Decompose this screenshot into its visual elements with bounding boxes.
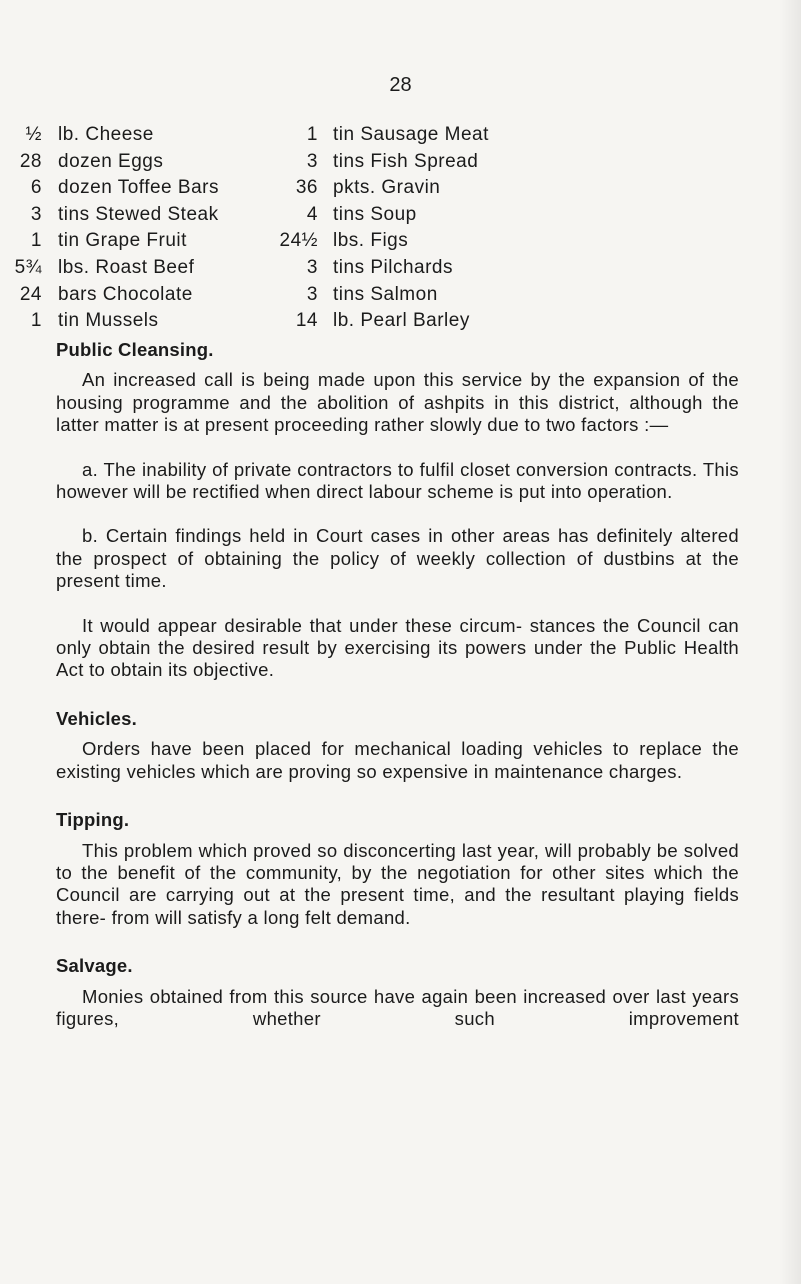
section-heading-tipping: Tipping.	[56, 809, 130, 831]
item-description: tins Salmon	[333, 283, 438, 305]
item-description: tins Stewed Steak	[58, 203, 219, 225]
list-item	[0, 202, 801, 229]
section-heading-public-cleansing: Public Cleansing.	[56, 339, 214, 360]
quantity: 1	[30, 230, 42, 252]
report-body	[56, 339, 739, 1030]
list-item	[0, 149, 801, 176]
quantity: 1	[30, 310, 42, 332]
quantity: 3	[30, 203, 42, 225]
paragraph: Orders have been placed for mechanical loading vehicles to replace the existing vehicles which are proving so expensive in maintenance charges.	[56, 738, 739, 782]
item-description: lbs. Roast Beef	[58, 256, 195, 278]
item-description: pkts. Gravin	[333, 177, 441, 199]
quantity: 3	[306, 150, 318, 172]
item-description: dozen Toffee Bars	[58, 177, 219, 199]
page-number: 28	[389, 74, 412, 96]
item-description: dozen Eggs	[58, 150, 164, 172]
quantity: 24½	[279, 230, 318, 252]
quantity: 24	[19, 283, 42, 305]
quantity: 14	[295, 310, 318, 332]
item-description: lb. Cheese	[58, 124, 154, 145]
quantity: ½	[25, 124, 42, 145]
item-description: lbs. Figs	[333, 230, 409, 252]
item-description: tins Fish Spread	[333, 150, 479, 172]
quantity: 28	[19, 150, 42, 172]
item-description: tins Pilchards	[333, 256, 453, 278]
item-description: lb. Pearl Barley	[333, 310, 470, 332]
provisions-list	[0, 122, 801, 335]
quantity: 1	[306, 124, 318, 145]
item-description: tin Mussels	[58, 310, 159, 332]
section-heading-salvage: Salvage.	[56, 955, 133, 977]
item-description: tin Sausage Meat	[333, 124, 489, 145]
list-item	[0, 308, 801, 335]
paragraph: b. Certain findings held in Court cases in other areas has definitely altered the prospect of obtaining the policy of weekly collection of dustbins at the present time.	[56, 525, 739, 592]
quantity: 6	[30, 177, 42, 199]
list-item	[0, 255, 801, 282]
quantity: 4	[306, 203, 318, 225]
item-description: bars Chocolate	[58, 283, 193, 305]
list-item	[0, 122, 801, 149]
list-item	[0, 228, 801, 255]
quantity: 36	[295, 177, 318, 199]
list-item	[0, 175, 801, 202]
list-item	[0, 282, 801, 309]
paragraph: This problem which proved so disconcerting last year, will probably be solved to the benefit of the community, by the negotiation for other sites which the Council are carrying out at the present time, and the resultant playing fields there- from will satisfy a long felt demand.	[56, 839, 739, 928]
quantity: 5¾	[14, 256, 42, 278]
paragraph: Monies obtained from this source have again been increased over last years figures, whether such improvement	[56, 985, 739, 1029]
item-description: tins Soup	[333, 203, 417, 225]
quantity: 3	[306, 256, 318, 278]
paragraph: It would appear desirable that under these circum- stances the Council can only obtain the desired result by exercising its powers under the Public Health Act to obtain its objective.	[56, 614, 739, 681]
paragraph: a. The inability of private contractors to fulfil closet conversion contracts. This however will be rectified when direct labour scheme is put into operation.	[56, 458, 739, 503]
section-heading-vehicles: Vehicles.	[56, 707, 137, 729]
paragraph: An increased call is being made upon this service by the expansion of the housing programme and the abolition of ashpits in this district, although the latter matter is at present proceeding rather slowly due to two factors :—	[56, 369, 739, 436]
quantity: 3	[306, 283, 318, 305]
page-edge-shadow	[779, 0, 801, 1284]
item-description: tin Grape Fruit	[58, 230, 187, 252]
